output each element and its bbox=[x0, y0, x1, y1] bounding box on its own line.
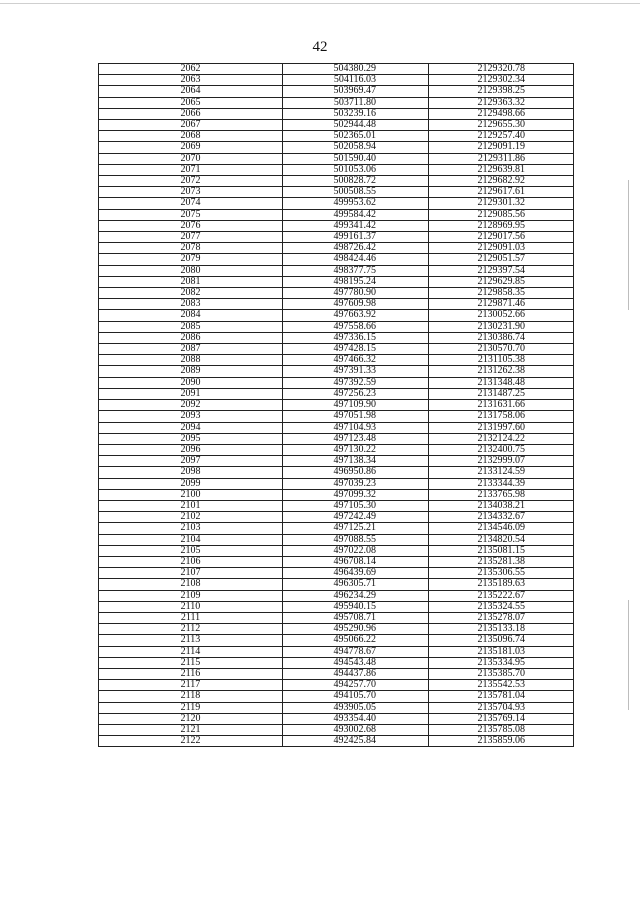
table-row bbox=[99, 232, 574, 243]
y-coordinate-cell: 2134820.54 bbox=[429, 534, 574, 545]
table-row bbox=[99, 131, 574, 142]
point-number-cell: 2108 bbox=[99, 579, 283, 590]
table-row bbox=[99, 310, 574, 321]
y-coordinate-cell: 2135542.53 bbox=[429, 680, 574, 691]
x-coordinate-cell: 497039.23 bbox=[283, 478, 429, 489]
x-coordinate-cell: 501053.06 bbox=[283, 164, 429, 175]
x-coordinate-cell: 497104.93 bbox=[283, 422, 429, 433]
table-row bbox=[99, 635, 574, 646]
y-coordinate-cell: 2135278.07 bbox=[429, 612, 574, 623]
y-coordinate-cell: 2135222.67 bbox=[429, 590, 574, 601]
table-row bbox=[99, 276, 574, 287]
y-coordinate-cell: 2132999.07 bbox=[429, 456, 574, 467]
point-number-cell: 2062 bbox=[99, 64, 283, 75]
x-coordinate-cell: 502944.48 bbox=[283, 120, 429, 131]
x-coordinate-cell: 497022.08 bbox=[283, 545, 429, 556]
point-number-cell: 2098 bbox=[99, 467, 283, 478]
y-coordinate-cell: 2132124.22 bbox=[429, 433, 574, 444]
y-coordinate-cell: 2135781.04 bbox=[429, 691, 574, 702]
table-row bbox=[99, 187, 574, 198]
x-coordinate-cell: 498424.46 bbox=[283, 254, 429, 265]
table-row bbox=[99, 489, 574, 500]
table-row bbox=[99, 612, 574, 623]
point-number-cell: 2083 bbox=[99, 299, 283, 310]
x-coordinate-cell: 497138.34 bbox=[283, 456, 429, 467]
y-coordinate-cell: 2135324.55 bbox=[429, 601, 574, 612]
y-coordinate-cell: 2135385.70 bbox=[429, 668, 574, 679]
point-number-cell: 2088 bbox=[99, 355, 283, 366]
y-coordinate-cell: 2135281.38 bbox=[429, 556, 574, 567]
point-number-cell: 2075 bbox=[99, 209, 283, 220]
y-coordinate-cell: 2129017.56 bbox=[429, 232, 574, 243]
point-number-cell: 2085 bbox=[99, 321, 283, 332]
table-row bbox=[99, 433, 574, 444]
x-coordinate-cell: 496439.69 bbox=[283, 568, 429, 579]
x-coordinate-cell: 499341.42 bbox=[283, 220, 429, 231]
x-coordinate-cell: 496950.86 bbox=[283, 467, 429, 478]
y-coordinate-cell: 2129091.19 bbox=[429, 142, 574, 153]
y-coordinate-cell: 2129871.46 bbox=[429, 299, 574, 310]
table-row bbox=[99, 220, 574, 231]
y-coordinate-cell: 2131348.48 bbox=[429, 377, 574, 388]
table-row bbox=[99, 75, 574, 86]
point-number-cell: 2097 bbox=[99, 456, 283, 467]
y-coordinate-cell: 2129682.92 bbox=[429, 176, 574, 187]
table-row bbox=[99, 108, 574, 119]
y-coordinate-cell: 2130052.66 bbox=[429, 310, 574, 321]
point-number-cell: 2092 bbox=[99, 400, 283, 411]
x-coordinate-cell: 504380.29 bbox=[283, 64, 429, 75]
table-row bbox=[99, 523, 574, 534]
table-row bbox=[99, 86, 574, 97]
point-number-cell: 2090 bbox=[99, 377, 283, 388]
table-row bbox=[99, 209, 574, 220]
table-row bbox=[99, 265, 574, 276]
x-coordinate-cell: 503239.16 bbox=[283, 108, 429, 119]
table-row bbox=[99, 176, 574, 187]
y-coordinate-cell: 2129498.66 bbox=[429, 108, 574, 119]
point-number-cell: 2119 bbox=[99, 702, 283, 713]
x-coordinate-cell: 495066.22 bbox=[283, 635, 429, 646]
table-row bbox=[99, 456, 574, 467]
y-coordinate-cell: 2133765.98 bbox=[429, 489, 574, 500]
y-coordinate-cell: 2131631.66 bbox=[429, 400, 574, 411]
y-coordinate-cell: 2129639.81 bbox=[429, 164, 574, 175]
x-coordinate-cell: 497105.30 bbox=[283, 500, 429, 511]
table-row bbox=[99, 332, 574, 343]
x-coordinate-cell: 496234.29 bbox=[283, 590, 429, 601]
point-number-cell: 2106 bbox=[99, 556, 283, 567]
y-coordinate-cell: 2135181.03 bbox=[429, 646, 574, 657]
x-coordinate-cell: 497099.32 bbox=[283, 489, 429, 500]
x-coordinate-cell: 497256.23 bbox=[283, 388, 429, 399]
point-number-cell: 2099 bbox=[99, 478, 283, 489]
x-coordinate-cell: 492425.84 bbox=[283, 736, 429, 747]
table-row bbox=[99, 579, 574, 590]
top-rule bbox=[0, 3, 640, 4]
x-coordinate-cell: 503969.47 bbox=[283, 86, 429, 97]
point-number-cell: 2081 bbox=[99, 276, 283, 287]
y-coordinate-cell: 2133124.59 bbox=[429, 467, 574, 478]
point-number-cell: 2076 bbox=[99, 220, 283, 231]
x-coordinate-cell: 499953.62 bbox=[283, 198, 429, 209]
x-coordinate-cell: 497391.33 bbox=[283, 366, 429, 377]
point-number-cell: 2111 bbox=[99, 612, 283, 623]
x-coordinate-cell: 497558.66 bbox=[283, 321, 429, 332]
y-coordinate-cell: 2134332.67 bbox=[429, 512, 574, 523]
point-number-cell: 2070 bbox=[99, 153, 283, 164]
y-coordinate-cell: 2131487.25 bbox=[429, 388, 574, 399]
y-coordinate-cell: 2134546.09 bbox=[429, 523, 574, 534]
y-coordinate-cell: 2135769.14 bbox=[429, 713, 574, 724]
point-number-cell: 2096 bbox=[99, 444, 283, 455]
table-row bbox=[99, 478, 574, 489]
x-coordinate-cell: 494105.70 bbox=[283, 691, 429, 702]
table-row bbox=[99, 736, 574, 747]
y-coordinate-cell: 2129363.32 bbox=[429, 97, 574, 108]
table-row bbox=[99, 254, 574, 265]
point-number-cell: 2084 bbox=[99, 310, 283, 321]
table-row bbox=[99, 299, 574, 310]
x-coordinate-cell: 494437.86 bbox=[283, 668, 429, 679]
table-row bbox=[99, 590, 574, 601]
y-coordinate-cell: 2135859.06 bbox=[429, 736, 574, 747]
point-number-cell: 2077 bbox=[99, 232, 283, 243]
table-row bbox=[99, 411, 574, 422]
y-coordinate-cell: 2128969.95 bbox=[429, 220, 574, 231]
x-coordinate-cell: 501590.40 bbox=[283, 153, 429, 164]
x-coordinate-cell: 494543.48 bbox=[283, 657, 429, 668]
y-coordinate-cell: 2129301.32 bbox=[429, 198, 574, 209]
x-coordinate-cell: 495940.15 bbox=[283, 601, 429, 612]
point-number-cell: 2114 bbox=[99, 646, 283, 657]
table-row bbox=[99, 422, 574, 433]
x-coordinate-cell: 497428.15 bbox=[283, 344, 429, 355]
x-coordinate-cell: 504116.03 bbox=[283, 75, 429, 86]
x-coordinate-cell: 497392.59 bbox=[283, 377, 429, 388]
point-number-cell: 2100 bbox=[99, 489, 283, 500]
x-coordinate-cell: 495708.71 bbox=[283, 612, 429, 623]
x-coordinate-cell: 494257.70 bbox=[283, 680, 429, 691]
table-row bbox=[99, 321, 574, 332]
table-row bbox=[99, 624, 574, 635]
point-number-cell: 2122 bbox=[99, 736, 283, 747]
table-row bbox=[99, 243, 574, 254]
table-row bbox=[99, 713, 574, 724]
y-coordinate-cell: 2129617.61 bbox=[429, 187, 574, 198]
x-coordinate-cell: 497109.90 bbox=[283, 400, 429, 411]
x-coordinate-cell: 496708.14 bbox=[283, 556, 429, 567]
y-coordinate-cell: 2131262.38 bbox=[429, 366, 574, 377]
point-number-cell: 2120 bbox=[99, 713, 283, 724]
y-coordinate-cell: 2131758.06 bbox=[429, 411, 574, 422]
point-number-cell: 2069 bbox=[99, 142, 283, 153]
point-number-cell: 2091 bbox=[99, 388, 283, 399]
y-coordinate-cell: 2129655.30 bbox=[429, 120, 574, 131]
table-row bbox=[99, 680, 574, 691]
point-number-cell: 2067 bbox=[99, 120, 283, 131]
table-row bbox=[99, 142, 574, 153]
y-coordinate-cell: 2129051.57 bbox=[429, 254, 574, 265]
x-coordinate-cell: 500828.72 bbox=[283, 176, 429, 187]
table-row bbox=[99, 366, 574, 377]
table-row bbox=[99, 344, 574, 355]
point-number-cell: 2118 bbox=[99, 691, 283, 702]
point-number-cell: 2115 bbox=[99, 657, 283, 668]
x-coordinate-cell: 497242.49 bbox=[283, 512, 429, 523]
point-number-cell: 2117 bbox=[99, 680, 283, 691]
y-coordinate-cell: 2129629.85 bbox=[429, 276, 574, 287]
y-coordinate-cell: 2135334.95 bbox=[429, 657, 574, 668]
table-row bbox=[99, 97, 574, 108]
x-coordinate-cell: 497051.98 bbox=[283, 411, 429, 422]
point-number-cell: 2068 bbox=[99, 131, 283, 142]
table-row bbox=[99, 164, 574, 175]
point-number-cell: 2074 bbox=[99, 198, 283, 209]
y-coordinate-cell: 2129311.86 bbox=[429, 153, 574, 164]
y-coordinate-cell: 2135785.08 bbox=[429, 724, 574, 735]
x-coordinate-cell: 493354.40 bbox=[283, 713, 429, 724]
point-number-cell: 2102 bbox=[99, 512, 283, 523]
x-coordinate-cell: 502058.94 bbox=[283, 142, 429, 153]
table-row bbox=[99, 377, 574, 388]
point-number-cell: 2087 bbox=[99, 344, 283, 355]
table-row bbox=[99, 556, 574, 567]
x-coordinate-cell: 499584.42 bbox=[283, 209, 429, 220]
x-coordinate-cell: 497125.21 bbox=[283, 523, 429, 534]
x-coordinate-cell: 500508.55 bbox=[283, 187, 429, 198]
x-coordinate-cell: 496305.71 bbox=[283, 579, 429, 590]
x-coordinate-cell: 497663.92 bbox=[283, 310, 429, 321]
point-number-cell: 2116 bbox=[99, 668, 283, 679]
table-row bbox=[99, 153, 574, 164]
y-coordinate-cell: 2130231.90 bbox=[429, 321, 574, 332]
point-number-cell: 2079 bbox=[99, 254, 283, 265]
y-coordinate-cell: 2135081.15 bbox=[429, 545, 574, 556]
x-coordinate-cell: 498195.24 bbox=[283, 276, 429, 287]
table-row bbox=[99, 702, 574, 713]
x-coordinate-cell: 493905.05 bbox=[283, 702, 429, 713]
x-coordinate-cell: 497609.98 bbox=[283, 299, 429, 310]
point-number-cell: 2065 bbox=[99, 97, 283, 108]
table-row bbox=[99, 568, 574, 579]
point-number-cell: 2078 bbox=[99, 243, 283, 254]
x-coordinate-cell: 499161.37 bbox=[283, 232, 429, 243]
point-number-cell: 2101 bbox=[99, 500, 283, 511]
y-coordinate-cell: 2135306.55 bbox=[429, 568, 574, 579]
table-row bbox=[99, 601, 574, 612]
y-coordinate-cell: 2135704.93 bbox=[429, 702, 574, 713]
y-coordinate-cell: 2130386.74 bbox=[429, 332, 574, 343]
y-coordinate-cell: 2135096.74 bbox=[429, 635, 574, 646]
table-row bbox=[99, 288, 574, 299]
y-coordinate-cell: 2129085.56 bbox=[429, 209, 574, 220]
y-coordinate-cell: 2129398.25 bbox=[429, 86, 574, 97]
table-row bbox=[99, 657, 574, 668]
table-row bbox=[99, 545, 574, 556]
point-number-cell: 2107 bbox=[99, 568, 283, 579]
point-number-cell: 2072 bbox=[99, 176, 283, 187]
point-number-cell: 2093 bbox=[99, 411, 283, 422]
point-number-cell: 2112 bbox=[99, 624, 283, 635]
x-coordinate-cell: 497466.32 bbox=[283, 355, 429, 366]
table-row bbox=[99, 691, 574, 702]
table-row bbox=[99, 355, 574, 366]
point-number-cell: 2071 bbox=[99, 164, 283, 175]
y-coordinate-cell: 2134038.21 bbox=[429, 500, 574, 511]
y-coordinate-cell: 2135189.63 bbox=[429, 579, 574, 590]
y-coordinate-cell: 2129302.34 bbox=[429, 75, 574, 86]
y-coordinate-cell: 2131997.60 bbox=[429, 422, 574, 433]
point-number-cell: 2063 bbox=[99, 75, 283, 86]
point-number-cell: 2109 bbox=[99, 590, 283, 601]
point-number-cell: 2073 bbox=[99, 187, 283, 198]
table-row bbox=[99, 500, 574, 511]
point-number-cell: 2066 bbox=[99, 108, 283, 119]
point-number-cell: 2110 bbox=[99, 601, 283, 612]
y-coordinate-cell: 2135133.18 bbox=[429, 624, 574, 635]
y-coordinate-cell: 2129091.03 bbox=[429, 243, 574, 254]
table-row bbox=[99, 724, 574, 735]
table-row bbox=[99, 467, 574, 478]
x-coordinate-cell: 497123.48 bbox=[283, 433, 429, 444]
point-number-cell: 2095 bbox=[99, 433, 283, 444]
x-coordinate-cell: 497088.55 bbox=[283, 534, 429, 545]
x-coordinate-cell: 493002.68 bbox=[283, 724, 429, 735]
y-coordinate-cell: 2130570.70 bbox=[429, 344, 574, 355]
page-number: 42 bbox=[312, 39, 328, 55]
scan-edge-mark bbox=[628, 180, 629, 310]
table-row bbox=[99, 646, 574, 657]
table-row bbox=[99, 534, 574, 545]
point-number-cell: 2082 bbox=[99, 288, 283, 299]
table-row bbox=[99, 198, 574, 209]
y-coordinate-cell: 2129858.35 bbox=[429, 288, 574, 299]
x-coordinate-cell: 497130.22 bbox=[283, 444, 429, 455]
x-coordinate-cell: 497336.15 bbox=[283, 332, 429, 343]
x-coordinate-cell: 495290.96 bbox=[283, 624, 429, 635]
point-number-cell: 2105 bbox=[99, 545, 283, 556]
point-number-cell: 2086 bbox=[99, 332, 283, 343]
y-coordinate-cell: 2132400.75 bbox=[429, 444, 574, 455]
coordinates-table-body bbox=[99, 64, 574, 747]
point-number-cell: 2103 bbox=[99, 523, 283, 534]
table-row bbox=[99, 388, 574, 399]
x-coordinate-cell: 498726.42 bbox=[283, 243, 429, 254]
y-coordinate-cell: 2129320.78 bbox=[429, 64, 574, 75]
x-coordinate-cell: 494778.67 bbox=[283, 646, 429, 657]
x-coordinate-cell: 498377.75 bbox=[283, 265, 429, 276]
point-number-cell: 2113 bbox=[99, 635, 283, 646]
coordinates-table bbox=[98, 63, 574, 747]
y-coordinate-cell: 2131105.38 bbox=[429, 355, 574, 366]
table-row bbox=[99, 444, 574, 455]
table-row bbox=[99, 120, 574, 131]
table-row bbox=[99, 400, 574, 411]
point-number-cell: 2064 bbox=[99, 86, 283, 97]
point-number-cell: 2104 bbox=[99, 534, 283, 545]
x-coordinate-cell: 502365.01 bbox=[283, 131, 429, 142]
x-coordinate-cell: 497780.90 bbox=[283, 288, 429, 299]
point-number-cell: 2089 bbox=[99, 366, 283, 377]
table-row bbox=[99, 64, 574, 75]
table-row bbox=[99, 512, 574, 523]
point-number-cell: 2080 bbox=[99, 265, 283, 276]
point-number-cell: 2121 bbox=[99, 724, 283, 735]
table-row bbox=[99, 668, 574, 679]
point-number-cell: 2094 bbox=[99, 422, 283, 433]
y-coordinate-cell: 2129397.54 bbox=[429, 265, 574, 276]
x-coordinate-cell: 503711.80 bbox=[283, 97, 429, 108]
scan-edge-mark bbox=[628, 600, 629, 710]
y-coordinate-cell: 2129257.40 bbox=[429, 131, 574, 142]
y-coordinate-cell: 2133344.39 bbox=[429, 478, 574, 489]
